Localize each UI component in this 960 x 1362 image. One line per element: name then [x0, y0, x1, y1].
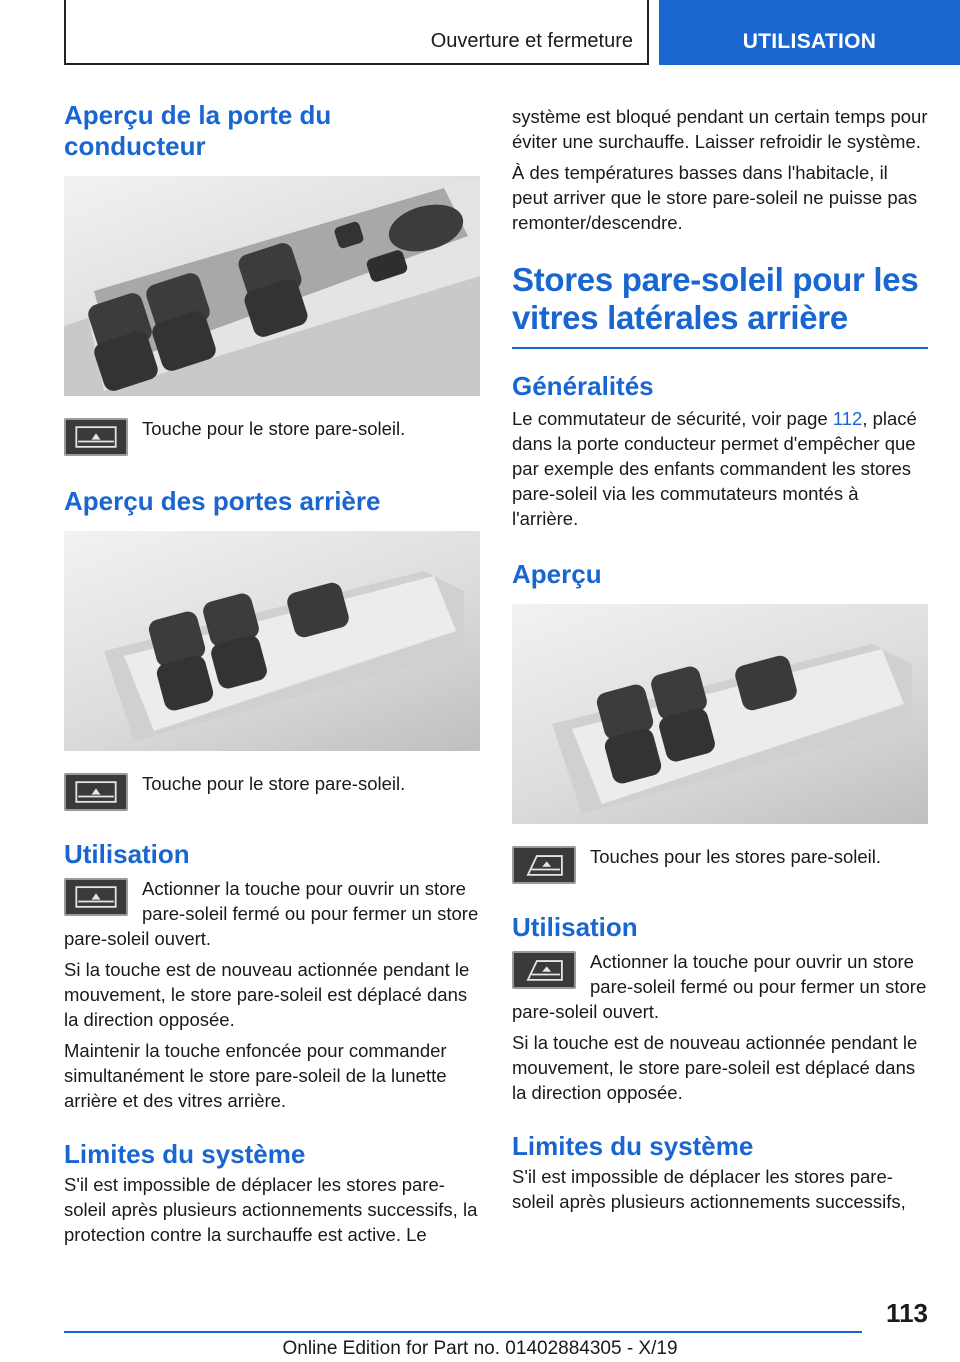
left-use-paragraph-2: Si la touche est de nouveau actionnée pendant le mouvement, le store pare-soleil est déplacé dans la direction opposée.	[64, 959, 470, 1030]
left-use-paragraph-1	[64, 876, 480, 951]
right-use-text-1: Actionner la touche pour ouvrir un store pare-soleil fermé ou pour fermer un store pare-soleil ouvert.	[512, 951, 927, 1022]
driver-door-switch-photo	[64, 176, 480, 396]
sunblind-button-icon	[64, 773, 128, 811]
rear-sunblinds-main-heading: Stores pare-soleil pour les vitres latérales arrière	[512, 261, 919, 336]
left-use-paragraph-3: Maintenir la touche enfoncée pour commander simultanément le store pare-soleil de la lunette arrière et des vitres arrière.	[64, 1040, 447, 1111]
rear-door-switch-photo	[64, 531, 480, 751]
left-use-heading: Utilisation	[64, 839, 190, 869]
rear-doors-heading: Aperçu des portes arrière	[64, 486, 381, 516]
right-continuation-paragraph-2: À des températures basses dans l'habitacle, il peut arriver que le store pare-soleil ne puisse pas remonter/descendre.	[512, 162, 918, 233]
overview-caption: Touches pour les stores pare-soleil.	[590, 846, 882, 867]
right-use-paragraph-1	[512, 949, 928, 1024]
rear-door-switch-illustration	[64, 531, 480, 751]
right-use-heading: Utilisation	[512, 912, 638, 942]
rear-caption-row	[64, 771, 480, 811]
general-heading: Généralités	[512, 371, 654, 401]
driver-caption-row	[64, 416, 480, 456]
sunblind-button-icon	[64, 878, 128, 916]
left-use-text-1: Actionner la touche pour ouvrir un store pare-soleil fermé ou pour fermer un store pare-soleil ouvert.	[64, 878, 479, 949]
header-section-title: Ouverture et fermeture	[430, 30, 633, 52]
header-section-box	[64, 0, 649, 65]
general-text-start: Le commutateur de sécurité, voir page	[512, 408, 833, 429]
main-heading-rule	[512, 347, 928, 349]
driver-caption: Touche pour le store pare-soleil.	[142, 418, 406, 439]
sunblind-button-icon	[64, 418, 128, 456]
right-use-paragraph-2: Si la touche est de nouveau actionnée pendant le mouvement, le store pare-soleil est déplacé dans la direction opposée.	[512, 1032, 918, 1103]
rear-window-sunblind-icon	[512, 951, 576, 989]
driver-door-heading: Aperçu de la porte du conducteur	[64, 100, 332, 161]
overview-caption-row	[512, 844, 928, 884]
rear-caption: Touche pour le store pare-soleil.	[142, 773, 406, 794]
right-continuation-paragraph-1: système est bloqué pendant un certain temps pour éviter une surchauffe. Laisser refroidir le système.	[512, 106, 928, 152]
driver-door-switch-illustration	[64, 176, 480, 396]
right-column	[512, 104, 928, 1214]
header-chapter-label: UTILISATION	[742, 30, 877, 53]
page-number: 113	[886, 1298, 928, 1328]
left-column	[64, 100, 480, 1247]
page-112-link[interactable]: 112	[832, 408, 863, 429]
rear-sunblind-switch-illustration	[512, 604, 928, 824]
left-limits-paragraph: S'il est impossible de déplacer les stores pare-soleil après plusieurs actionnements successifs, la protection contre la surchauffe est active. Le	[64, 1174, 478, 1245]
rear-sunblind-switch-photo	[512, 604, 928, 824]
rear-window-sunblind-icon	[512, 846, 576, 884]
footer-edition: Online Edition for Part no. 01402884305 - X/19	[282, 1338, 678, 1359]
footer-rule	[64, 1331, 862, 1333]
right-limits-heading: Limites du système	[512, 1131, 754, 1161]
header-chapter-tab	[659, 0, 960, 65]
right-limits-paragraph: S'il est impossible de déplacer les stores pare-soleil après plusieurs actionnements successifs,	[512, 1166, 906, 1212]
general-paragraph	[512, 406, 928, 531]
overview-heading: Aperçu	[512, 559, 602, 589]
left-limits-heading: Limites du système	[64, 1139, 306, 1169]
general-text-end: , placé dans la porte conducteur permet d'empêcher que par exemple des enfants commandent les stores pare-soleil via les commutateurs montés à l'arrière.	[512, 408, 917, 529]
